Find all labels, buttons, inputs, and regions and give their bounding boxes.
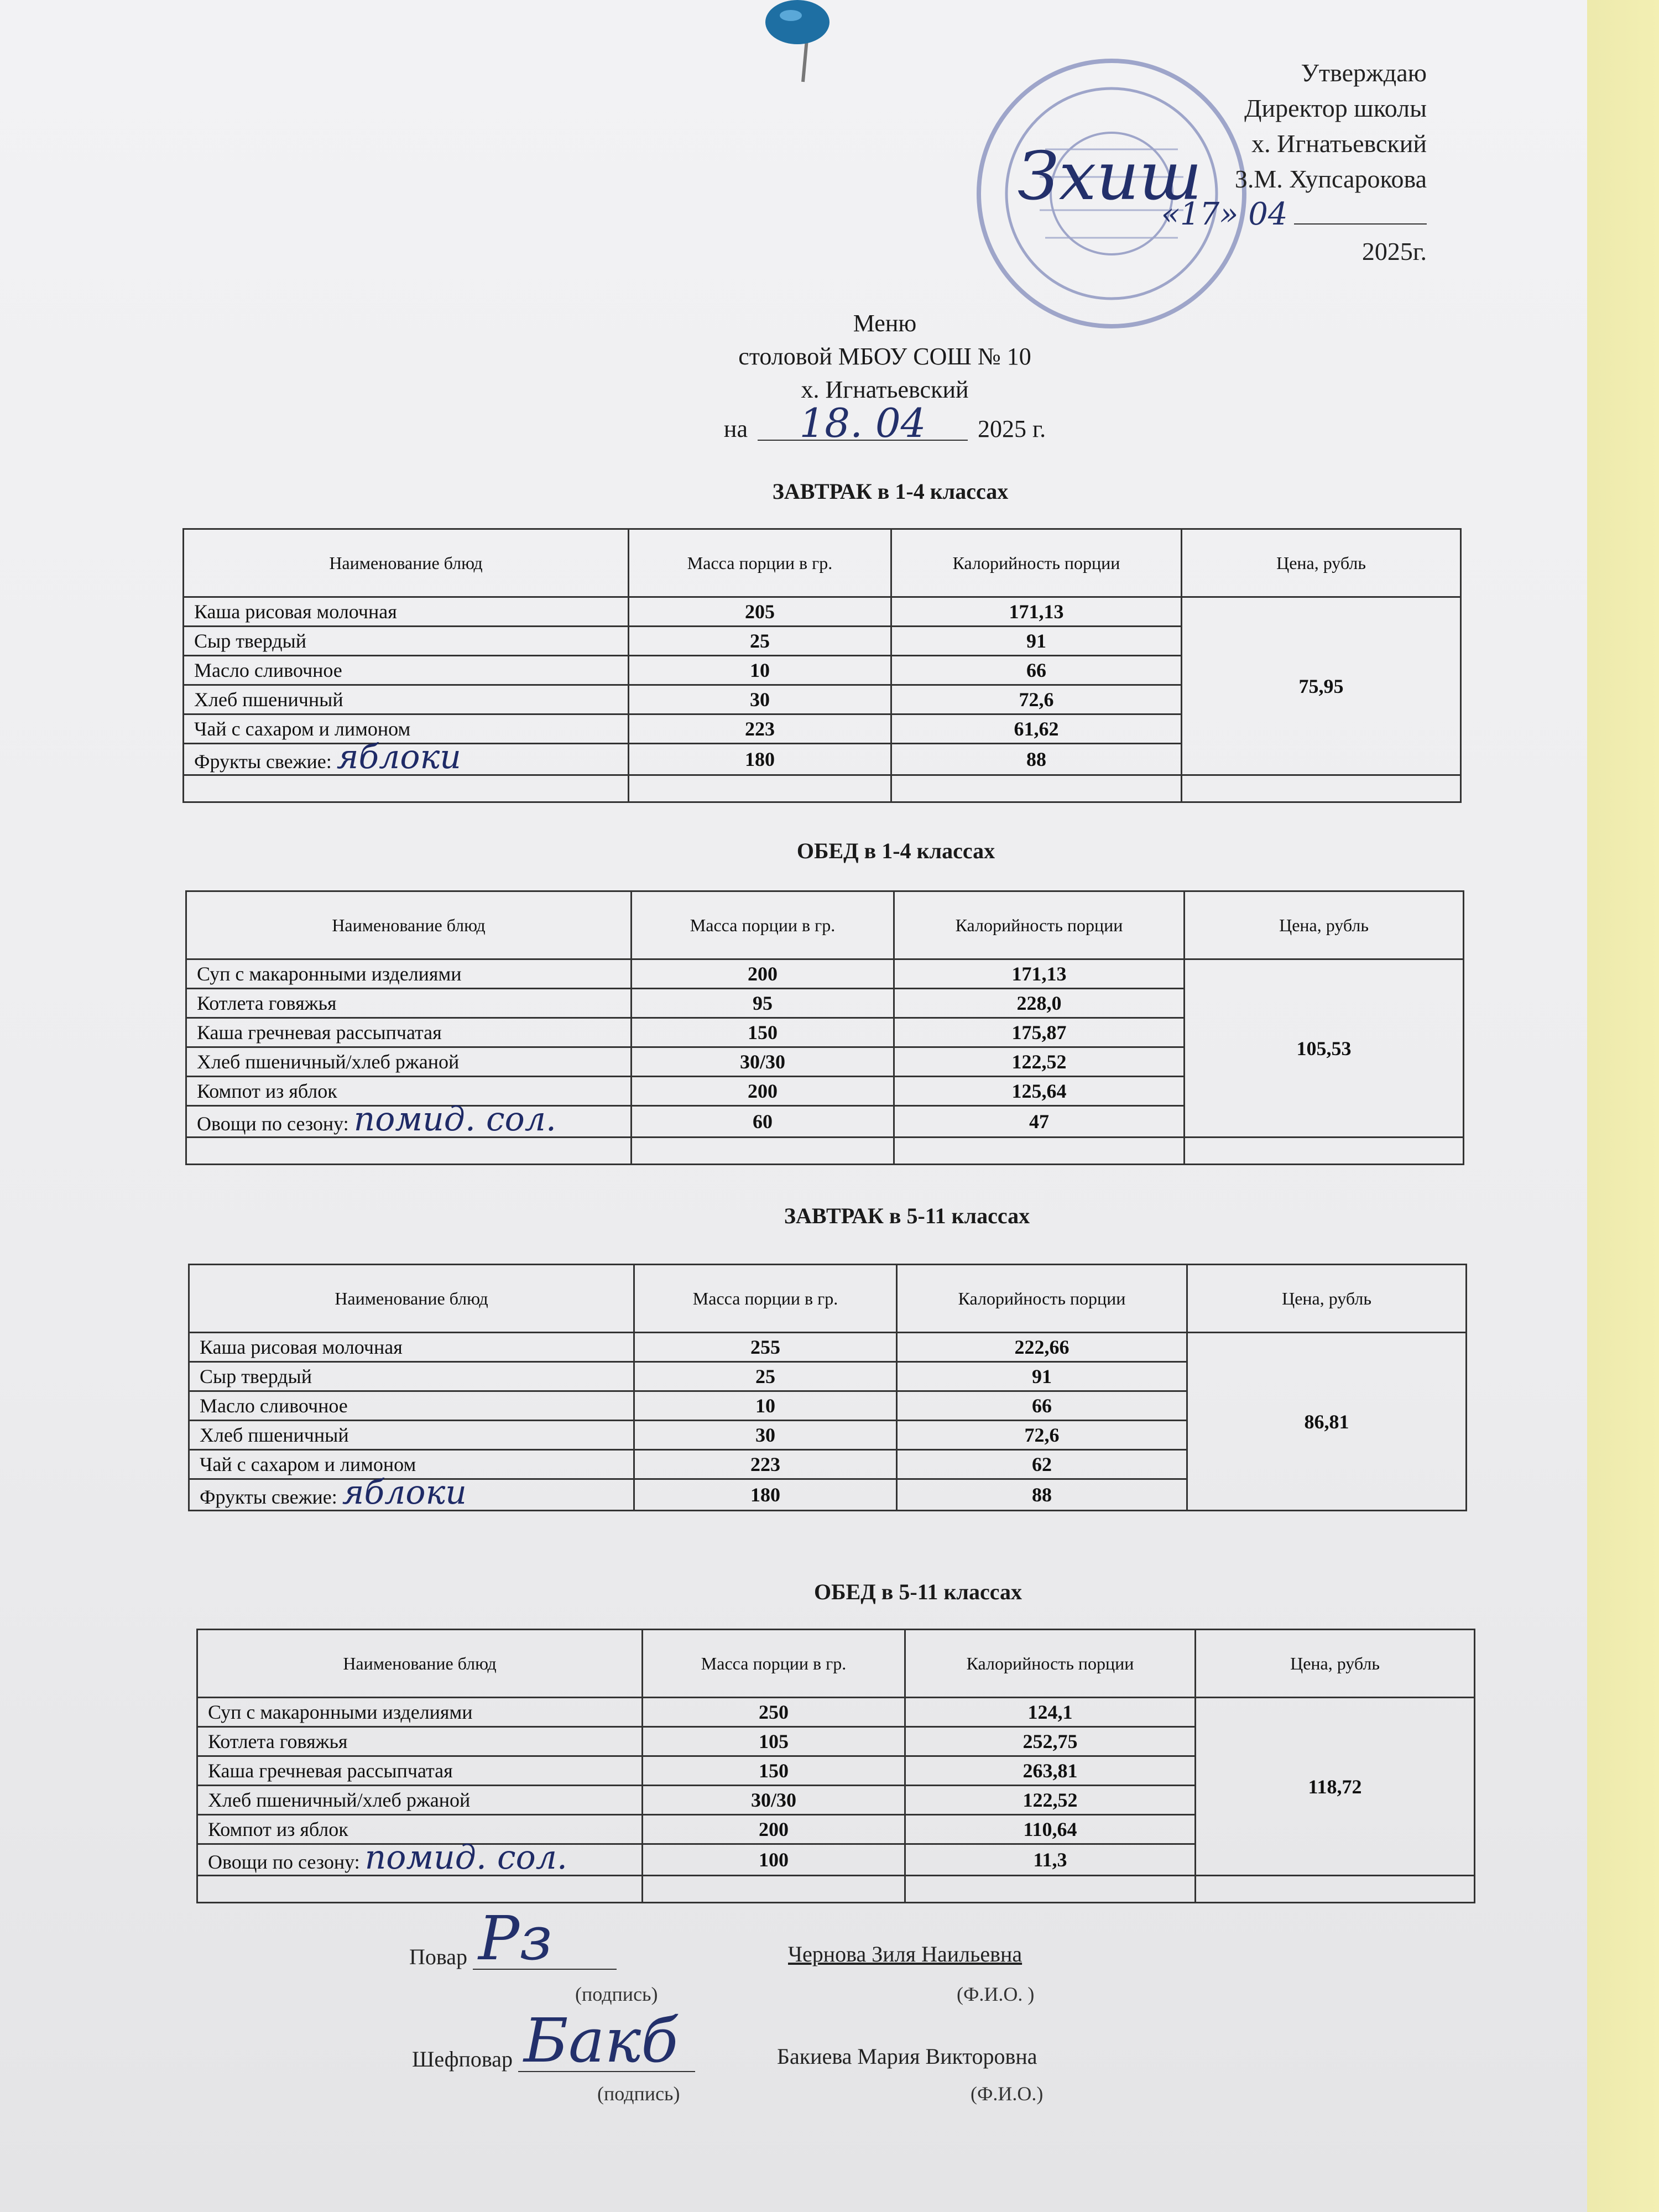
dish-calories: 88	[891, 744, 1182, 775]
dish-name: Масло сливочное	[184, 656, 629, 685]
table-row	[189, 1333, 1467, 1362]
col-name-header: Наименование блюд	[186, 891, 632, 959]
dish-calories: 124,1	[905, 1698, 1196, 1727]
dish-name: Хлеб пшеничный	[189, 1421, 634, 1450]
dish-mass: 95	[632, 989, 894, 1018]
dish-calories: 88	[897, 1479, 1187, 1511]
dish-name: Каша гречневая рассыпчатая	[186, 1018, 632, 1047]
table-empty-row	[197, 1876, 1475, 1903]
dish-name: Сыр твердый	[184, 627, 629, 656]
dish-calories: 66	[897, 1391, 1187, 1421]
dish-calories: 122,52	[905, 1786, 1196, 1815]
title-year: 2025 г.	[977, 415, 1046, 442]
dish-mass: 200	[643, 1815, 905, 1844]
dish-name: Сыр твердый	[189, 1362, 634, 1391]
dish-name: Компот из яблок	[197, 1815, 643, 1844]
dish-name: Хлеб пшеничный/хлеб ржаной	[197, 1786, 643, 1815]
dish-mass: 60	[632, 1106, 894, 1138]
dish-calories: 252,75	[905, 1727, 1196, 1756]
approval-line-1: Утверждаю	[1301, 59, 1427, 87]
dish-name: Каша рисовая молочная	[184, 597, 629, 627]
chef-fio-caption: (Ф.И.О.)	[971, 2083, 1044, 2105]
menu-table-lunch-1-4	[185, 890, 1464, 1165]
dish-name: Суп с макаронными изделиями	[197, 1698, 643, 1727]
title-date	[608, 400, 1161, 446]
approval-line-2: Директор школы	[1244, 94, 1427, 122]
title-line-3: х. Игнатьевский	[801, 376, 969, 403]
dish-mass: 250	[643, 1698, 905, 1727]
dish-calories: 110,64	[905, 1815, 1196, 1844]
dish-mass: 180	[634, 1479, 897, 1511]
cook-signature-line	[473, 1903, 617, 1974]
dish-calories: 72,6	[897, 1421, 1187, 1450]
dish-name: Котлета говяжья	[186, 989, 632, 1018]
chef-label: Шефповар	[412, 2047, 513, 2072]
dish-calories: 91	[891, 627, 1182, 656]
dish-name: Овощи по сезону:	[197, 1113, 349, 1135]
dish-mass: 25	[629, 627, 891, 656]
table-header-row	[197, 1630, 1475, 1698]
cook-label: Повар	[409, 1944, 467, 1969]
table-header-row	[186, 891, 1464, 959]
col-calories-header: Калорийность порции	[891, 529, 1182, 597]
dish-name: Овощи по сезону:	[208, 1851, 360, 1873]
dish-name-with-handwriting	[197, 1838, 643, 1877]
dish-mass: 150	[643, 1756, 905, 1786]
approval-date-handwritten: «17» 04	[1161, 196, 1288, 232]
dish-name: Котлета говяжья	[197, 1727, 643, 1756]
title-on-label: на	[723, 415, 748, 442]
col-name-header: Наименование блюд	[197, 1630, 643, 1698]
section-heading: ЗАВТРАК в 5-11 классах	[784, 1203, 1030, 1228]
section-heading: ЗАВТРАК в 1-4 классах	[772, 479, 1009, 504]
dish-handwritten-note: помид. сол.	[364, 1838, 567, 1877]
dish-mass: 30	[629, 685, 891, 714]
chef-signature-line	[518, 2005, 695, 2076]
dish-name-with-handwriting	[189, 1473, 634, 1512]
table-row	[197, 1698, 1475, 1727]
col-price-header: Цена, рубль	[1196, 1630, 1475, 1698]
dish-mass: 200	[632, 1077, 894, 1106]
dish-mass: 223	[634, 1450, 897, 1479]
col-mass-header: Масса порции в гр.	[629, 529, 891, 597]
title-date-handwritten: 18. 04	[758, 406, 968, 441]
meal-price: 118,72	[1196, 1698, 1475, 1876]
dish-mass: 255	[634, 1333, 897, 1362]
section-heading: ОБЕД в 5-11 классах	[814, 1579, 1022, 1604]
col-price-header: Цена, рубль	[1185, 891, 1464, 959]
meal-price: 105,53	[1185, 959, 1464, 1138]
dish-calories: 122,52	[894, 1047, 1185, 1077]
chef-sign-caption: (подпись)	[597, 2083, 680, 2105]
col-mass-header: Масса порции в гр.	[632, 891, 894, 959]
section-heading: ОБЕД в 1-4 классах	[796, 838, 995, 863]
chef-name: Бакиева Мария Викторовна	[777, 2044, 1037, 2069]
title-line-1: Меню	[853, 310, 917, 337]
dish-calories: 91	[897, 1362, 1187, 1391]
dish-mass: 223	[629, 714, 891, 744]
meal-price: 86,81	[1187, 1333, 1467, 1511]
menu-table-breakfast-5-11	[188, 1264, 1467, 1511]
dish-calories: 263,81	[905, 1756, 1196, 1786]
dish-name: Хлеб пшеничный	[184, 685, 629, 714]
dish-mass: 30/30	[632, 1047, 894, 1077]
dish-name: Масло сливочное	[189, 1391, 634, 1421]
meal-price: 75,95	[1182, 597, 1461, 775]
table-empty-row	[186, 1138, 1464, 1165]
dish-name: Чай с сахаром и лимоном	[184, 714, 629, 744]
dish-name: Фрукты свежие:	[194, 750, 332, 773]
col-price-header: Цена, рубль	[1187, 1265, 1467, 1333]
dish-calories: 222,66	[897, 1333, 1187, 1362]
dish-name-with-handwriting	[184, 738, 629, 776]
dish-name: Каша рисовая молочная	[189, 1333, 634, 1362]
dish-calories: 125,64	[894, 1077, 1185, 1106]
dish-name: Чай с сахаром и лимоном	[189, 1450, 634, 1479]
table-header-row	[189, 1265, 1467, 1333]
col-calories-header: Калорийность порции	[894, 891, 1185, 959]
cook-fio-caption: (Ф.И.О. )	[957, 1983, 1035, 2005]
dish-mass: 200	[632, 959, 894, 989]
table-row	[186, 959, 1464, 989]
dish-name: Хлеб пшеничный/хлеб ржаной	[186, 1047, 632, 1077]
dish-name: Компот из яблок	[186, 1077, 632, 1106]
dish-mass: 205	[629, 597, 891, 627]
approval-year: 2025г.	[1361, 237, 1427, 265]
dish-mass: 10	[629, 656, 891, 685]
push-pin-icon	[763, 0, 841, 83]
menu-table-lunch-5-11	[196, 1629, 1475, 1903]
dish-name: Фрукты свежие:	[200, 1486, 337, 1508]
cook-name: Чернова Зиля Наильевна	[788, 1942, 1022, 1966]
col-mass-header: Масса порции в гр.	[643, 1630, 905, 1698]
dish-name: Каша гречневая рассыпчатая	[197, 1756, 643, 1786]
dish-calories: 47	[894, 1106, 1185, 1138]
dish-handwritten-note: яблоки	[336, 738, 461, 776]
dish-calories: 72,6	[891, 685, 1182, 714]
col-calories-header: Калорийность порции	[905, 1630, 1196, 1698]
menu-table-breakfast-1-4	[182, 528, 1462, 803]
dish-calories: 61,62	[891, 714, 1182, 744]
chef-signature: Бакб	[524, 2005, 679, 2076]
dish-mass: 105	[643, 1727, 905, 1756]
cook-signature: Рз	[478, 1903, 553, 1974]
dish-mass: 30	[634, 1421, 897, 1450]
director-signature: Зхиш	[1018, 138, 1202, 215]
dish-calories: 62	[897, 1450, 1187, 1479]
dish-mass: 25	[634, 1362, 897, 1391]
dish-mass: 10	[634, 1391, 897, 1421]
approval-date-blank	[1294, 223, 1427, 225]
table-header-row	[184, 529, 1461, 597]
approval-line-4: З.М. Хупсарокова	[1234, 165, 1427, 193]
table-row	[184, 597, 1461, 627]
dish-mass: 150	[632, 1018, 894, 1047]
dish-calories: 171,13	[894, 959, 1185, 989]
dish-name: Суп с макаронными изделиями	[186, 959, 632, 989]
dish-handwritten-note: яблоки	[342, 1473, 467, 1512]
cook-signature-row	[409, 1903, 617, 1974]
dish-name-with-handwriting	[186, 1100, 632, 1139]
dish-calories: 11,3	[905, 1844, 1196, 1876]
dish-mass: 100	[643, 1844, 905, 1876]
dish-handwritten-note: помид. сол.	[353, 1100, 556, 1139]
table-empty-row	[184, 775, 1461, 802]
col-calories-header: Калорийность порции	[897, 1265, 1187, 1333]
menu-title	[608, 307, 1161, 446]
col-mass-header: Масса порции в гр.	[634, 1265, 897, 1333]
title-line-2: столовой МБОУ СОШ № 10	[738, 343, 1031, 370]
chef-signature-row	[412, 2005, 695, 2076]
dish-calories: 228,0	[894, 989, 1185, 1018]
dish-calories: 175,87	[894, 1018, 1185, 1047]
col-name-header: Наименование блюд	[184, 529, 629, 597]
dish-calories: 171,13	[891, 597, 1182, 627]
dish-calories: 66	[891, 656, 1182, 685]
col-price-header: Цена, рубль	[1182, 529, 1461, 597]
cook-sign-caption: (подпись)	[575, 1983, 658, 2005]
dish-mass: 180	[629, 744, 891, 775]
dish-mass: 30/30	[643, 1786, 905, 1815]
col-name-header: Наименование блюд	[189, 1265, 634, 1333]
approval-line-3: х. Игнатьевский	[1251, 129, 1427, 158]
